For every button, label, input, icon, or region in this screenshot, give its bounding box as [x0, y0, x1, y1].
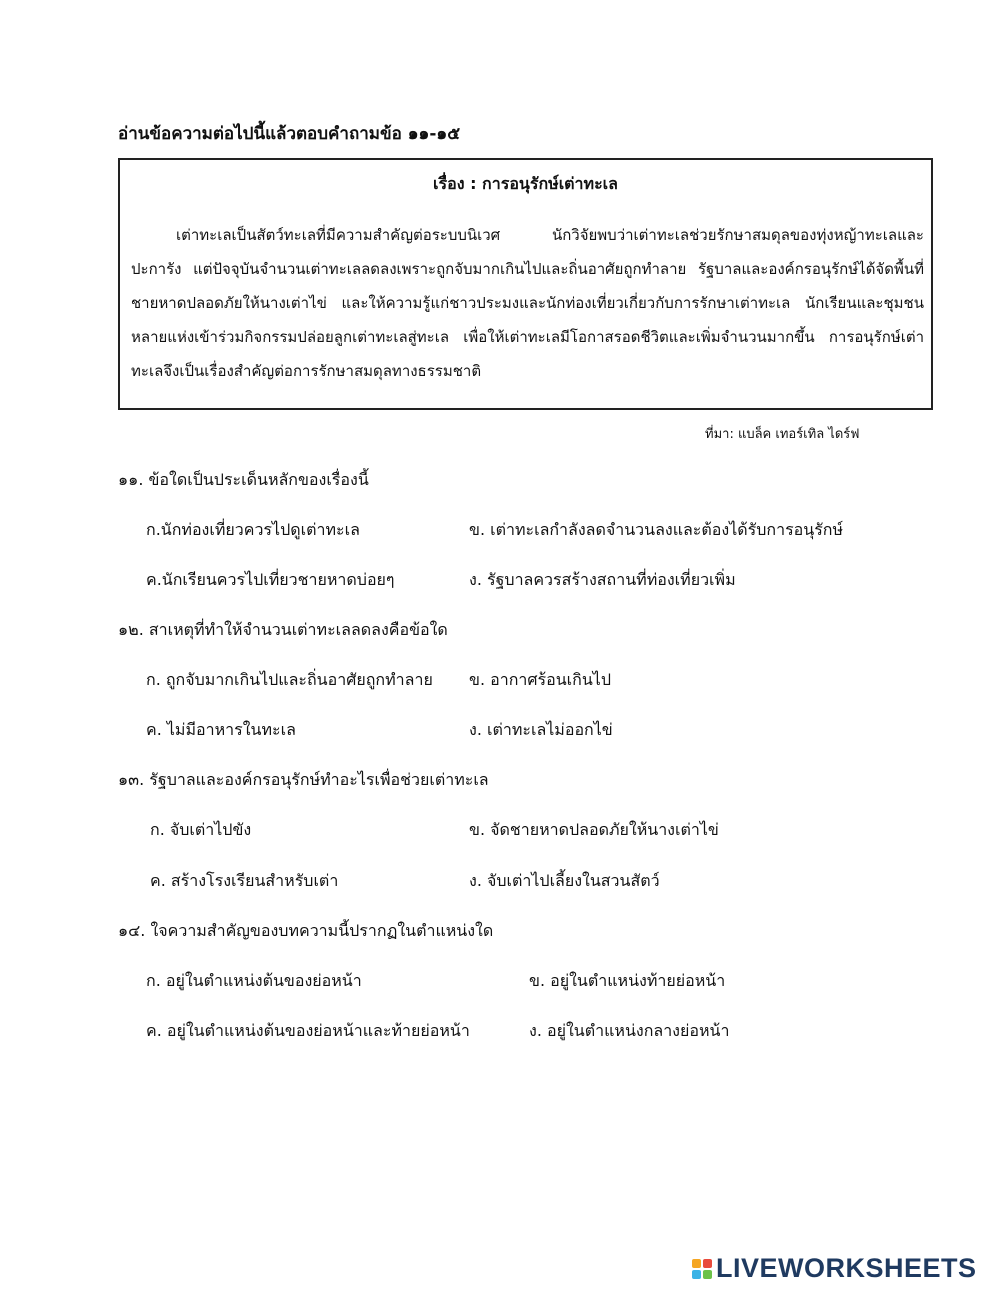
- logo-text: LIVEWORKSHEETS: [716, 1253, 977, 1283]
- q14-choice-a[interactable]: ก. อยู่ในตำแหน่งต้นของย่อหน้า: [146, 971, 362, 990]
- q11-choice-a[interactable]: ก.นักท่องเที่ยวควรไปดูเต่าทะเล: [146, 520, 360, 539]
- liveworksheets-logo: [692, 1253, 977, 1284]
- q13-choice-a[interactable]: ก. จับเต่าไปขัง: [150, 820, 252, 839]
- q11-choice-b[interactable]: ข. เต่าทะเลกำลังลดจำนวนลงและต้องได้รับการอนุรักษ์: [469, 520, 844, 539]
- q13-choice-b[interactable]: ข. จัดชายหาดปลอดภัยให้นางเต่าไข่: [469, 820, 719, 839]
- q14-choice-d[interactable]: ง. อยู่ในตำแหน่งกลางย่อหน้า: [529, 1021, 730, 1040]
- q14-choice-c[interactable]: ค. อยู่ในตำแหน่งต้นของย่อหน้าและท้ายย่อหน้า: [146, 1021, 470, 1040]
- q11-choice-c[interactable]: ค.นักเรียนควรไปเที่ยวชายหาดบ่อยๆ: [146, 570, 395, 589]
- q11-choice-d[interactable]: ง. รัฐบาลควรสร้างสถานที่ท่องเที่ยวเพิ่ม: [469, 570, 736, 589]
- question-13: ๑๓. รัฐบาลและองค์กรอนุรักษ์ทำอะไรเพื่อช่วยเต่าทะเล: [118, 770, 489, 789]
- q13-choice-d[interactable]: ง. จับเต่าไปเลี้ยงในสวนสัตว์: [469, 871, 660, 890]
- q12-choice-b[interactable]: ข. อากาศร้อนเกินไป: [469, 670, 611, 689]
- logo-blocks-icon: [692, 1259, 712, 1279]
- q12-choice-d[interactable]: ง. เต่าทะเลไม่ออกไข่: [469, 720, 613, 739]
- q13-choice-c[interactable]: ค. สร้างโรงเรียนสำหรับเต่า: [150, 871, 339, 890]
- q12-choice-a[interactable]: ก. ถูกจับมากเกินไปและถิ่นอาศัยถูกทำลาย: [146, 670, 433, 689]
- passage-title: เรื่อง : การอนุรักษ์เต่าทะเล: [433, 174, 618, 193]
- passage-body: เต่าทะเลเป็นสัตว์ทะเลที่มีความสำคัญต่อระบบนิเวศ นักวิจัยพบว่าเต่าทะเลช่วยรักษาสมดุลของทุ่งหญ้าทะเลและปะการัง แต่ปัจจุบันจำนวนเต่าทะเลลดลงเพราะถูกจับมากเกินไปและถิ่นอาศัยถูกทำลาย รัฐบาลและองค์กรอนุรักษ์ได้จัดพื้นที่ชายหาดปลอดภัยให้นางเต่าไข่ และให้ความรู้แก่ชาวประมงและนักท่องเที่ยวเกี่ยวกับการรักษาเต่าทะเล นักเรียนและชุมชนหลายแห่งเข้าร่วมกิจกรรมปล่อยลูกเต่าทะเลสู่ทะเล เพื่อให้เต่าทะเลมีโอกาสรอดชีวิตและเพิ่มจำนวนมากขึ้น การอนุรักษ์เต่าทะเลจึงเป็นเรื่องสำคัญต่อการรักษาสมดุลทางธรรมชาติ: [131, 226, 924, 380]
- instruction-heading: อ่านข้อความต่อไปนี้แล้วตอบคำถามข้อ ๑๑-๑๕: [118, 124, 461, 144]
- question-12: ๑๒. สาเหตุที่ทำให้จำนวนเต่าทะเลลดลงคือข้อใด: [118, 620, 448, 639]
- passage-source: ที่มา: แบล็ค เทอร์เทิล ไดร์ฟ: [705, 427, 860, 442]
- q14-choice-b[interactable]: ข. อยู่ในตำแหน่งท้ายย่อหน้า: [529, 971, 726, 990]
- q12-choice-c[interactable]: ค. ไม่มีอาหารในทะเล: [146, 720, 296, 739]
- question-11: ๑๑. ข้อใดเป็นประเด็นหลักของเรื่องนี้: [118, 470, 369, 489]
- question-14: ๑๔. ใจความสำคัญของบทความนี้ปรากฏในตำแหน่งใด: [118, 921, 494, 940]
- passage-box: [118, 158, 933, 410]
